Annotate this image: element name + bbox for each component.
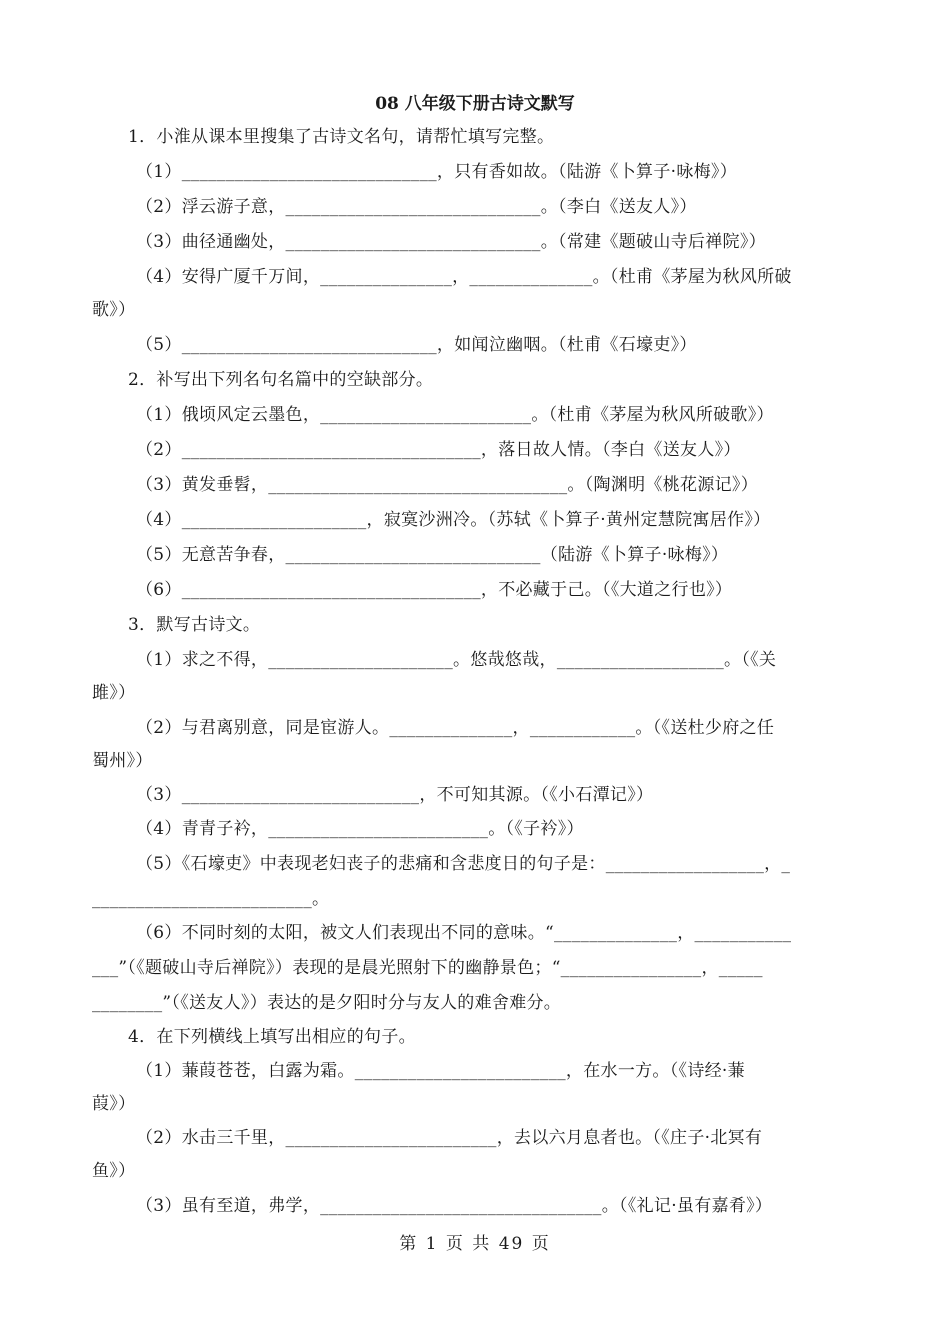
page-footer: 第 1 页 共 49 页 [399, 1234, 551, 1254]
question-item: （2）__________________________________，落日故人情。（李白《送友人》） [136, 440, 741, 460]
question-item: （3）___________________________，不可知其源。（《小石潭记》） [136, 785, 654, 805]
question-item: （6）__________________________________，不必藏于己。（《大道之行也》） [136, 580, 733, 600]
question-item: （1）求之不得，_____________________。悠哉悠哉，___________________。（《关 [136, 650, 777, 670]
question-item: （5）_____________________________，如闻泣幽咽。（杜甫《石壕吏》） [136, 335, 697, 355]
question-item: （3）曲径通幽处，_____________________________。（常建《题破山寺后禅院》） [136, 232, 766, 252]
question-item-continuation: ___”（《题破山寺后禅院》）表现的是晨光照射下的幽静景色；“________________，_____ [92, 958, 763, 978]
question-item-continuation: _________________________。 [92, 889, 330, 909]
question-item-continuation: 蜀州》） [92, 751, 153, 771]
question-item: （5）无意苦争春，_____________________________（陆游《卜算子·咏梅》） [136, 545, 729, 565]
question-heading: 3．默写古诗文。 [128, 615, 261, 635]
question-item-continuation: 葭》） [92, 1094, 136, 1114]
question-item: （1）蒹葭苍苍，白露为霜。________________________，在水一方。（《诗经·蒹 [136, 1061, 745, 1081]
question-item: （2）水击三千里，________________________，去以六月息者也。（《庄子·北冥有 [136, 1128, 763, 1148]
question-item-continuation: ________”（《送友人》）表达的是夕阳时分与友人的难舍难分。 [92, 993, 562, 1013]
question-item: （4）安得广厦千万间，_______________，______________。（杜甫《茅屋为秋风所破 [136, 267, 792, 287]
question-item: （4）青青子衿，_________________________。（《子衿》） [136, 819, 584, 839]
question-heading: 4．在下列横线上填写出相应的句子。 [128, 1027, 416, 1047]
question-item-continuation: 鱼》） [92, 1161, 136, 1181]
page-title: 08 八年级下册古诗文默写 [375, 94, 575, 114]
question-item: （2）浮云游子意，_____________________________。（李白《送友人》） [136, 197, 697, 217]
question-item: （1）俄顷风定云墨色，________________________。（杜甫《茅屋为秋风所破歌》） [136, 405, 774, 425]
question-heading: 2．补写出下列名句名篇中的空缺部分。 [128, 370, 434, 390]
question-item: （5）《石壕吏》中表现老妇丧子的悲痛和含悲度日的句子是：__________________，_ [136, 854, 791, 874]
question-item: （6）不同时刻的太阳，被文人们表现出不同的意味。“______________，___________ [136, 923, 792, 943]
question-item: （3）黄发垂髫，__________________________________。（陶渊明《桃花源记》） [136, 475, 759, 495]
question-item-continuation: 雎》） [92, 683, 136, 703]
question-item: （2）与君离别意，同是宦游人。______________，____________。（《送杜少府之任 [136, 718, 775, 738]
question-item: （3）虽有至道，弗学，________________________________。（《礼记·虽有嘉肴》） [136, 1196, 773, 1216]
question-heading: 1．小淮从课本里搜集了古诗文名句，请帮忙填写完整。 [128, 127, 555, 147]
question-item: （1）_____________________________，只有香如故。（陆游《卜算子·咏梅》） [136, 162, 738, 182]
question-item: （4）_____________________，寂寞沙洲冷。（苏轼《卜算子·黄州定慧院寓居作》） [136, 510, 771, 530]
question-item-continuation: 歌》） [92, 300, 136, 320]
